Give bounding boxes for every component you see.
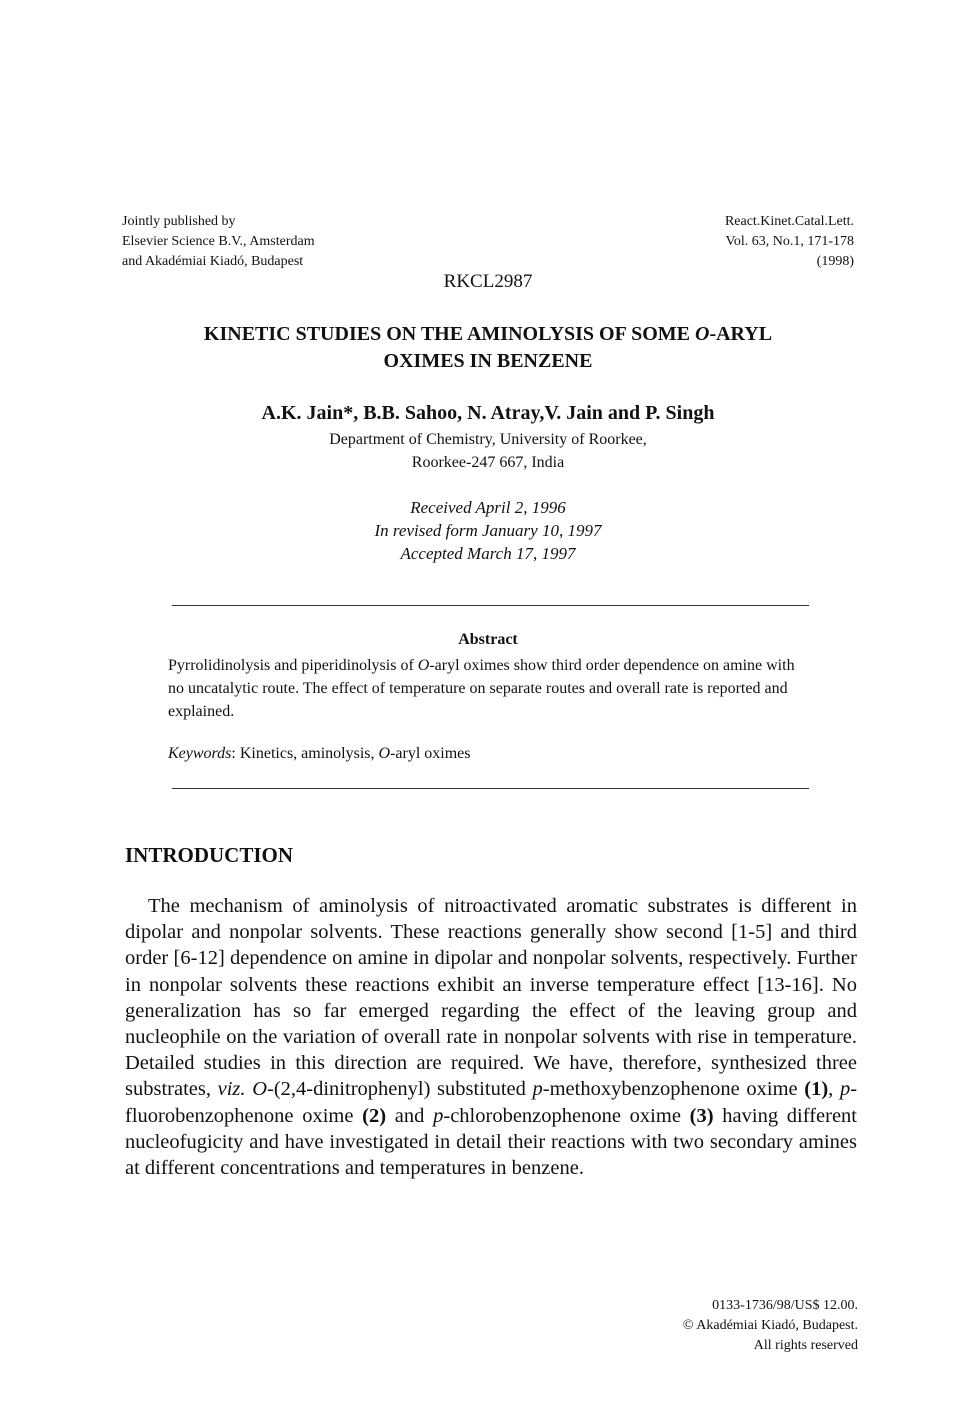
intro-italic: O xyxy=(252,1078,267,1101)
abstract-bottom-rule xyxy=(172,788,809,789)
compound-number: (1) xyxy=(804,1078,829,1101)
affiliation xyxy=(0,428,976,474)
abstract-italic-o: O xyxy=(417,657,430,674)
footer-line: 0133-1736/98/US$ 12.00. xyxy=(712,1298,858,1313)
keywords-text: Kinetics, aminolysis, xyxy=(239,745,379,762)
title-line-1 xyxy=(0,321,976,348)
intro-text: The mechanism of aminolysis of nitroactivated aromatic substrates is different in dipolar and nonpolar solvents. These reactions generally show second [1-5] and third order [6-12] dependence on amine in dipolar and nonpolar solvents, respectively. Further in nonpolar solvents these reactions exhibit an inverse temperature effect [13-16]. No generalization has so far emerged regarding the effect of the leaving group and nucleophile on the variation of overall rate in nonpolar solvents with rise in temperature. Detailed studies in this direction are required. We have, therefore, synthesized three substrates, xyxy=(125,895,857,1101)
intro-text: -(2,4-dinitrophenyl) substituted xyxy=(267,1078,533,1101)
citation-line: React.Kinet.Catal.Lett. xyxy=(724,214,854,229)
journal-citation xyxy=(725,212,854,272)
revised-date: In revised form January 10, 1997 xyxy=(374,521,602,540)
keywords xyxy=(168,745,814,763)
publisher-info xyxy=(122,212,315,272)
affiliation-line: Roorkee-247 667, India xyxy=(411,454,565,471)
title-line-2: OXIMES IN BENZENE xyxy=(383,350,593,372)
introduction-paragraph xyxy=(125,893,857,1181)
intro-text: -chlorobenzophenone oxime xyxy=(443,1104,690,1127)
compound-number: (2) xyxy=(362,1104,387,1127)
title-text: KINETIC STUDIES ON THE AMINOLYSIS OF SOME xyxy=(203,323,695,345)
accepted-date: Accepted March 17, 1997 xyxy=(400,544,576,563)
copyright-footer xyxy=(683,1296,858,1356)
publisher-line: Jointly published by xyxy=(122,214,236,229)
title-text: -ARYL xyxy=(709,323,773,345)
received-date: Received April 2, 1996 xyxy=(410,498,566,517)
compound-number: (3) xyxy=(689,1104,714,1127)
citation-line: Vol. 63, No.1, 171-178 xyxy=(725,234,854,249)
abstract-heading: Abstract xyxy=(458,631,518,648)
intro-text: -fluorobenzophenone oxime xyxy=(125,1078,858,1127)
publisher-line: and Akadémiai Kiadó, Budapest xyxy=(122,254,304,269)
keywords-colon: : xyxy=(231,745,240,762)
keywords-label: Keywords xyxy=(168,745,232,762)
intro-italic: viz. xyxy=(217,1078,246,1101)
abstract-top-rule xyxy=(172,605,809,606)
citation-line: (1998) xyxy=(816,254,854,269)
footer-line: All rights reserved xyxy=(753,1338,858,1353)
title-italic-o: O xyxy=(694,323,710,345)
keywords-text: -aryl oximes xyxy=(390,745,471,762)
abstract-text xyxy=(168,654,814,723)
footer-line: © Akadémiai Kiadó, Budapest. xyxy=(682,1318,858,1333)
intro-italic: p xyxy=(839,1078,851,1101)
intro-text: , xyxy=(828,1078,840,1101)
intro-italic: p xyxy=(532,1078,543,1101)
intro-text: and xyxy=(386,1104,434,1127)
authors: A.K. Jain*, B.B. Sahoo, N. Atray,V. Jain and P. Singh xyxy=(261,402,715,424)
abstract-text-part: -aryl oximes show third order dependence on amine with no uncatalytic route. The effect of temperature on separate routes and overall rate is reported and explained. xyxy=(168,657,795,720)
publisher-line: Elsevier Science B.V., Amsterdam xyxy=(122,234,315,249)
keywords-italic-o: O xyxy=(378,745,391,762)
article-title xyxy=(0,321,976,375)
introduction-heading: INTRODUCTION xyxy=(125,843,294,867)
article-dates xyxy=(0,496,976,565)
affiliation-line: Department of Chemistry, University of Roorkee, xyxy=(329,431,647,448)
intro-text: having different nucleofugicity and have investigated in detail their reactions with two secondary amines at different concentrations and temperatures in benzene. xyxy=(125,1104,857,1180)
abstract-text-part: Pyrrolidinolysis and piperidinolysis of xyxy=(168,657,418,674)
intro-text: -methoxybenzophenone oxime xyxy=(542,1078,805,1101)
article-code: RKCL2987 xyxy=(443,271,533,292)
intro-italic: p xyxy=(433,1104,444,1127)
